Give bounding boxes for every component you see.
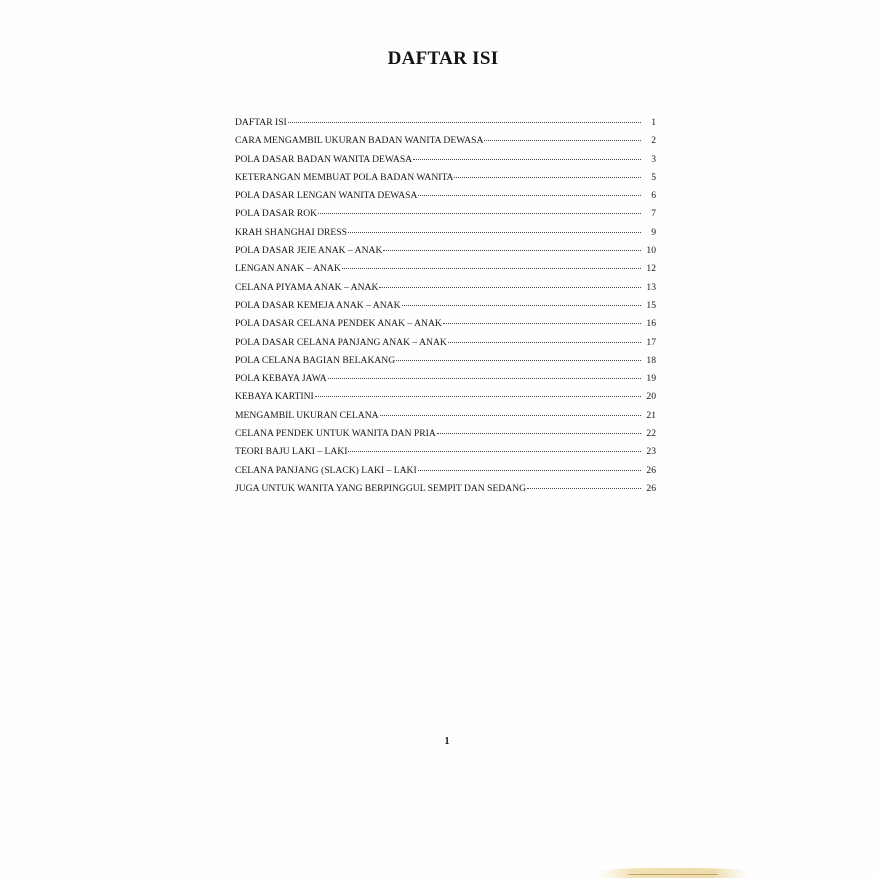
toc-entry-title: POLA DASAR BADAN WANITA DEWASA: [235, 153, 413, 165]
toc-dot-leader: [396, 360, 641, 361]
toc-entry-page: 21: [646, 409, 656, 421]
toc-entry: [235, 297, 656, 315]
toc-entry-page: 2: [651, 135, 656, 147]
toc-dot-leader: [454, 177, 641, 178]
toc-entry: [235, 388, 656, 406]
toc-dot-leader: [413, 159, 641, 160]
toc-entry: [235, 151, 656, 169]
toc-entry-title: KETERANGAN MEMBUAT POLA BADAN WANITA: [235, 171, 454, 183]
toc-dot-leader: [443, 323, 641, 324]
toc-entry-title: POLA DASAR LENGAN WANITA DEWASA: [235, 190, 418, 202]
toc-entry-page: 26: [646, 482, 656, 494]
toc-entry-page: 19: [646, 373, 656, 385]
toc-entry-page: 10: [646, 245, 656, 257]
toc-dot-leader: [484, 140, 641, 141]
toc-entry: [235, 407, 656, 425]
toc-entry: [235, 114, 656, 132]
paper-stain: [598, 868, 748, 878]
toc-dot-leader: [402, 305, 641, 306]
toc-entry: [235, 242, 656, 260]
toc-entry-page: 7: [651, 208, 656, 220]
toc-entry-page: 26: [646, 464, 656, 476]
toc-dot-leader: [342, 268, 641, 269]
toc-entry-title: POLA DASAR CELANA PANJANG ANAK – ANAK: [235, 336, 447, 348]
toc-dot-leader: [418, 195, 641, 196]
toc-entry: [235, 169, 656, 187]
toc-dot-leader: [315, 396, 641, 397]
toc-entry-page: 22: [646, 428, 656, 440]
toc-entry-page: 1: [651, 117, 656, 128]
toc-dot-leader: [288, 122, 641, 123]
table-of-contents: [235, 114, 656, 498]
toc-entry: [235, 205, 656, 223]
toc-dot-leader: [379, 287, 641, 288]
toc-entry: [235, 224, 656, 242]
toc-entry-page: 3: [651, 153, 656, 165]
toc-entry-title: DAFTAR ISI: [235, 117, 287, 128]
toc-entry: [235, 480, 656, 498]
toc-dot-leader: [448, 342, 641, 343]
toc-entry-page: 23: [646, 446, 656, 458]
toc-entry: [235, 260, 656, 278]
toc-dot-leader: [348, 232, 641, 233]
toc-entry-title: KRAH SHANGHAI DRESS: [235, 226, 347, 238]
toc-entry-page: 12: [646, 263, 656, 275]
toc-entry: [235, 352, 656, 370]
toc-entry-page: 6: [651, 190, 656, 202]
toc-entry-title: CELANA PIYAMA ANAK – ANAK: [235, 281, 379, 293]
toc-entry-title: CELANA PANJANG (SLACK) LAKI – LAKI: [235, 464, 417, 476]
toc-entry-page: 5: [651, 171, 656, 183]
toc-entry-page: 13: [646, 281, 656, 293]
toc-entry: [235, 370, 656, 388]
toc-entry-title: POLA DASAR CELANA PENDEK ANAK – ANAK: [235, 318, 442, 330]
toc-entry: [235, 132, 656, 150]
toc-entry-title: POLA DASAR KEMEJA ANAK – ANAK: [235, 299, 401, 311]
toc-entry: [235, 425, 656, 443]
toc-entry: [235, 315, 656, 333]
toc-entry-page: 20: [646, 391, 656, 403]
toc-dot-leader: [383, 250, 641, 251]
toc-entry-title: POLA DASAR JEJE ANAK – ANAK: [235, 245, 383, 257]
toc-dot-leader: [418, 470, 641, 471]
toc-entry-page: 16: [646, 318, 656, 330]
toc-entry-page: 15: [646, 299, 656, 311]
toc-entry-title: TEORI BAJU LAKI – LAKI: [235, 446, 348, 458]
toc-entry-title: POLA KEBAYA JAWA: [235, 373, 327, 385]
toc-entry-page: 17: [646, 336, 656, 348]
toc-dot-leader: [437, 433, 641, 434]
toc-entry: [235, 187, 656, 205]
toc-entry-title: JUGA UNTUK WANITA YANG BERPINGGUL SEMPIT DAN SEDANG: [235, 482, 527, 494]
toc-entry-title: POLA CELANA BAGIAN BELAKANG: [235, 354, 396, 366]
toc-dot-leader: [380, 415, 641, 416]
toc-dot-leader: [527, 488, 641, 489]
toc-entry-title: POLA DASAR ROK: [235, 208, 318, 220]
toc-dot-leader: [318, 213, 641, 214]
toc-dot-leader: [328, 378, 641, 379]
toc-entry: [235, 462, 656, 480]
toc-dot-leader: [348, 451, 641, 452]
toc-entry: [235, 279, 656, 297]
toc-entry-title: CARA MENGAMBIL UKURAN BADAN WANITA DEWASA: [235, 135, 484, 147]
page-title: DAFTAR ISI: [387, 48, 499, 69]
toc-entry-title: LENGAN ANAK – ANAK: [235, 263, 341, 275]
toc-entry-title: KEBAYA KARTINI: [235, 391, 314, 403]
toc-entry: [235, 443, 656, 461]
toc-entry-page: 9: [651, 226, 656, 238]
toc-entry-title: CELANA PENDEK UNTUK WANITA DAN PRIA: [235, 428, 436, 440]
toc-entry-title: MENGAMBIL UKURAN CELANA: [235, 409, 379, 421]
page-number: 1: [444, 736, 450, 747]
toc-entry-page: 18: [646, 354, 656, 366]
toc-entry: [235, 334, 656, 352]
